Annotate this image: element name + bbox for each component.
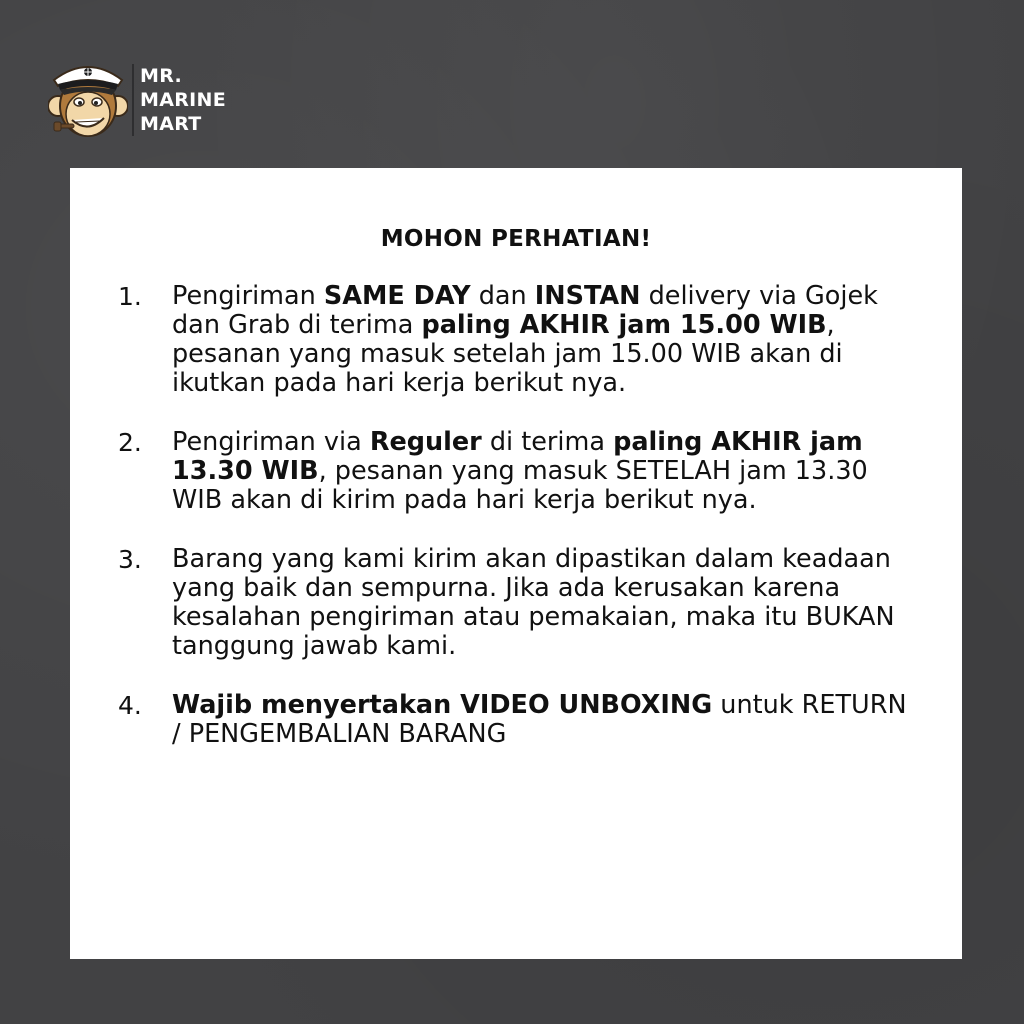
notice-emphasis: Wajib menyertakan VIDEO UNBOXING xyxy=(172,690,713,720)
logo-divider xyxy=(132,64,134,136)
brand-name-line-2: MARINE xyxy=(140,89,226,111)
notice-text: delivery via Gojek dan Grab di terima xyxy=(172,281,878,340)
notice-list xyxy=(118,282,918,779)
notice-text: di terima xyxy=(481,427,614,457)
notice-item-1 xyxy=(118,282,918,398)
notice-emphasis: paling AKHIR jam 13.30 WIB xyxy=(172,427,863,486)
notice-text: untuk RETURN / PENGEMBALIAN BARANG xyxy=(172,690,907,749)
monkey-sailor-mascot-icon xyxy=(48,50,128,142)
notice-number: 2. xyxy=(118,428,142,457)
notice-number: 3. xyxy=(118,545,142,574)
notice-item-4 xyxy=(118,691,918,749)
notice-item-2 xyxy=(118,428,918,515)
brand-name-line-3: MART xyxy=(140,113,202,135)
notice-emphasis: INSTAN xyxy=(534,281,641,311)
notice-emphasis: Reguler xyxy=(369,427,482,457)
notice-card xyxy=(70,168,962,959)
brand-name-line-1: MR. xyxy=(140,65,183,87)
notice-title: MOHON PERHATIAN! xyxy=(380,226,652,252)
notice-number: 4. xyxy=(118,691,142,720)
notice-text: dan xyxy=(470,281,535,311)
notice-number: 1. xyxy=(118,282,142,311)
notice-emphasis: paling AKHIR jam 15.00 WIB xyxy=(421,310,827,340)
notice-emphasis: SAME DAY xyxy=(323,281,471,311)
notice-item-3 xyxy=(118,545,918,661)
notice-text: , pesanan yang masuk setelah jam 15.00 WIB akan di ikutkan pada hari kerja berikut nya. xyxy=(172,310,843,398)
notice-text: Pengiriman via xyxy=(172,427,370,457)
notice-text: Barang yang kami kirim akan dipastikan dalam keadaan yang baik dan sempurna. Jika ada kerusakan karena kesalahan pengiriman atau pemakaian, maka itu BUKAN tanggung jawab kami. xyxy=(172,544,895,661)
notice-text: Pengiriman xyxy=(172,281,324,311)
brand-logo xyxy=(48,50,248,146)
notice-text: , pesanan yang masuk SETELAH jam 13.30 WIB akan di kirim pada hari kerja berikut nya. xyxy=(172,456,868,515)
brand-name xyxy=(140,64,226,136)
